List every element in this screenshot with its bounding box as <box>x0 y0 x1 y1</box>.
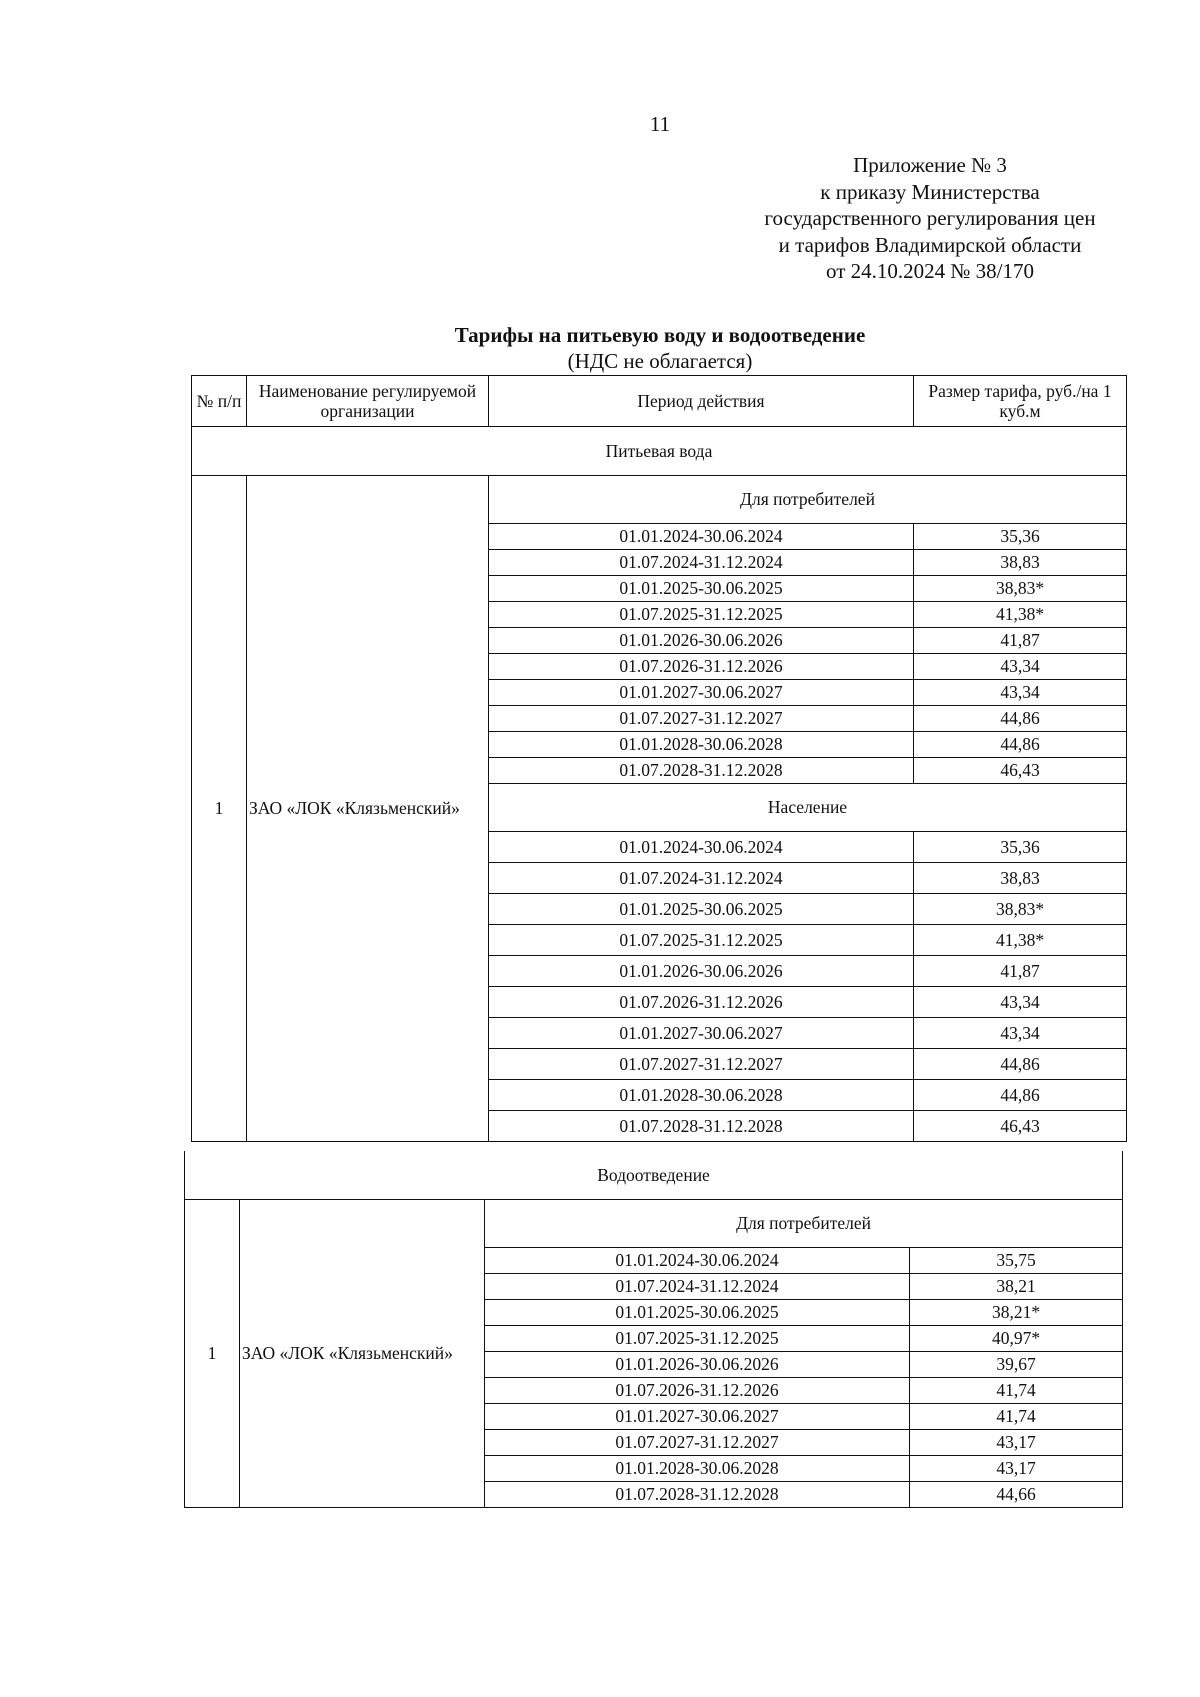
document-subtitle: (НДС не облагается) <box>567 349 753 373</box>
period-cell: 01.07.2025-31.12.2025 <box>489 925 914 956</box>
tariff-value: 44,86 <box>914 1049 1127 1080</box>
section-row <box>185 1151 1123 1200</box>
period-cell: 01.01.2026-30.06.2026 <box>489 956 914 987</box>
tariff-value: 41,87 <box>914 628 1127 654</box>
tariff-value: 41,87 <box>914 956 1127 987</box>
period-cell: 01.07.2028-31.12.2028 <box>485 1482 910 1508</box>
tariff-value: 35,36 <box>914 832 1127 863</box>
organization-name: ЗАО «ЛОК «Клязьменский» <box>247 476 489 1142</box>
period-cell: 01.07.2024-31.12.2024 <box>489 863 914 894</box>
period-cell: 01.01.2025-30.06.2025 <box>489 576 914 602</box>
header-tariff: Размер тарифа, руб./на 1 куб.м <box>914 376 1127 427</box>
tariff-value: 40,97* <box>910 1326 1123 1352</box>
row-number: 1 <box>192 476 247 1142</box>
tariff-value: 38,83* <box>914 894 1127 925</box>
period-cell: 01.07.2027-31.12.2027 <box>489 706 914 732</box>
period-cell: 01.01.2028-30.06.2028 <box>489 1080 914 1111</box>
row-number: 1 <box>185 1200 240 1508</box>
tariff-value: 44,86 <box>914 732 1127 758</box>
period-cell: 01.01.2026-30.06.2026 <box>489 628 914 654</box>
period-cell: 01.07.2026-31.12.2026 <box>489 654 914 680</box>
header-num: № п/п <box>192 376 247 427</box>
tariff-value: 38,21* <box>910 1300 1123 1326</box>
tariff-value: 38,21 <box>910 1274 1123 1300</box>
tariff-value: 39,67 <box>910 1352 1123 1378</box>
period-cell: 01.01.2025-30.06.2025 <box>485 1300 910 1326</box>
period-cell: 01.01.2024-30.06.2024 <box>485 1248 910 1274</box>
tariff-value: 46,43 <box>914 1111 1127 1142</box>
period-cell: 01.07.2027-31.12.2027 <box>485 1430 910 1456</box>
period-cell: 01.01.2024-30.06.2024 <box>489 832 914 863</box>
tariff-table-sewage <box>184 1151 1123 1508</box>
group-row <box>185 1200 1123 1248</box>
tariff-value: 38,83 <box>914 863 1127 894</box>
group-row <box>192 476 1127 524</box>
appendix-block <box>740 152 1120 285</box>
tariff-value: 43,34 <box>914 987 1127 1018</box>
tariff-value: 38,83* <box>914 576 1127 602</box>
document-title: Тарифы на питьевую воду и водоотведение <box>454 323 866 347</box>
tariff-value: 44,86 <box>914 706 1127 732</box>
period-cell: 01.07.2025-31.12.2025 <box>485 1326 910 1352</box>
appendix-line: Приложение № 3 <box>853 153 1007 177</box>
tariff-value: 44,66 <box>910 1482 1123 1508</box>
tariff-value: 41,74 <box>910 1378 1123 1404</box>
tariff-value: 43,34 <box>914 680 1127 706</box>
table-header-row <box>192 376 1127 427</box>
section-title-sewage: Водоотведение <box>185 1151 1123 1200</box>
tariff-value: 44,86 <box>914 1080 1127 1111</box>
period-cell: 01.01.2026-30.06.2026 <box>485 1352 910 1378</box>
group-label: Для потребителей <box>489 476 1127 524</box>
organization-name: ЗАО «ЛОК «Клязьменский» <box>240 1200 485 1508</box>
tariff-value: 43,34 <box>914 1018 1127 1049</box>
page-number: 11 <box>649 112 671 136</box>
tariff-value: 41,38* <box>914 602 1127 628</box>
period-cell: 01.07.2028-31.12.2028 <box>489 758 914 784</box>
period-cell: 01.01.2028-30.06.2028 <box>489 732 914 758</box>
tariff-value: 35,36 <box>914 524 1127 550</box>
header-period: Период действия <box>489 376 914 427</box>
section-row <box>192 427 1127 476</box>
tariff-value: 43,34 <box>914 654 1127 680</box>
period-cell: 01.07.2026-31.12.2026 <box>485 1378 910 1404</box>
header-org: Наименование регулируемой организации <box>247 376 489 427</box>
tariff-value: 43,17 <box>910 1430 1123 1456</box>
period-cell: 01.01.2028-30.06.2028 <box>485 1456 910 1482</box>
group-label: Для потребителей <box>485 1200 1123 1248</box>
section-title-water: Питьевая вода <box>192 427 1127 476</box>
tariff-value: 43,17 <box>910 1456 1123 1482</box>
tariff-value: 41,74 <box>910 1404 1123 1430</box>
period-cell: 01.07.2028-31.12.2028 <box>489 1111 914 1142</box>
tariff-table-water <box>191 375 1127 1142</box>
period-cell: 01.01.2027-30.06.2027 <box>489 1018 914 1049</box>
period-cell: 01.07.2024-31.12.2024 <box>485 1274 910 1300</box>
tariff-value: 35,75 <box>910 1248 1123 1274</box>
appendix-line: от 24.10.2024 № 38/170 <box>825 259 1035 283</box>
tariff-value: 41,38* <box>914 925 1127 956</box>
appendix-line: и тарифов Владимирской области <box>778 232 1082 257</box>
group-label: Население <box>489 784 1127 832</box>
period-cell: 01.07.2024-31.12.2024 <box>489 550 914 576</box>
period-cell: 01.01.2025-30.06.2025 <box>489 894 914 925</box>
period-cell: 01.01.2027-30.06.2027 <box>489 680 914 706</box>
appendix-line: государственного регулирования цен <box>764 206 1096 230</box>
appendix-line: к приказу Министерства <box>820 179 1040 204</box>
period-cell: 01.07.2027-31.12.2027 <box>489 1049 914 1080</box>
period-cell: 01.01.2024-30.06.2024 <box>489 524 914 550</box>
tariff-value: 46,43 <box>914 758 1127 784</box>
period-cell: 01.07.2025-31.12.2025 <box>489 602 914 628</box>
period-cell: 01.01.2027-30.06.2027 <box>485 1404 910 1430</box>
tariff-value: 38,83 <box>914 550 1127 576</box>
period-cell: 01.07.2026-31.12.2026 <box>489 987 914 1018</box>
